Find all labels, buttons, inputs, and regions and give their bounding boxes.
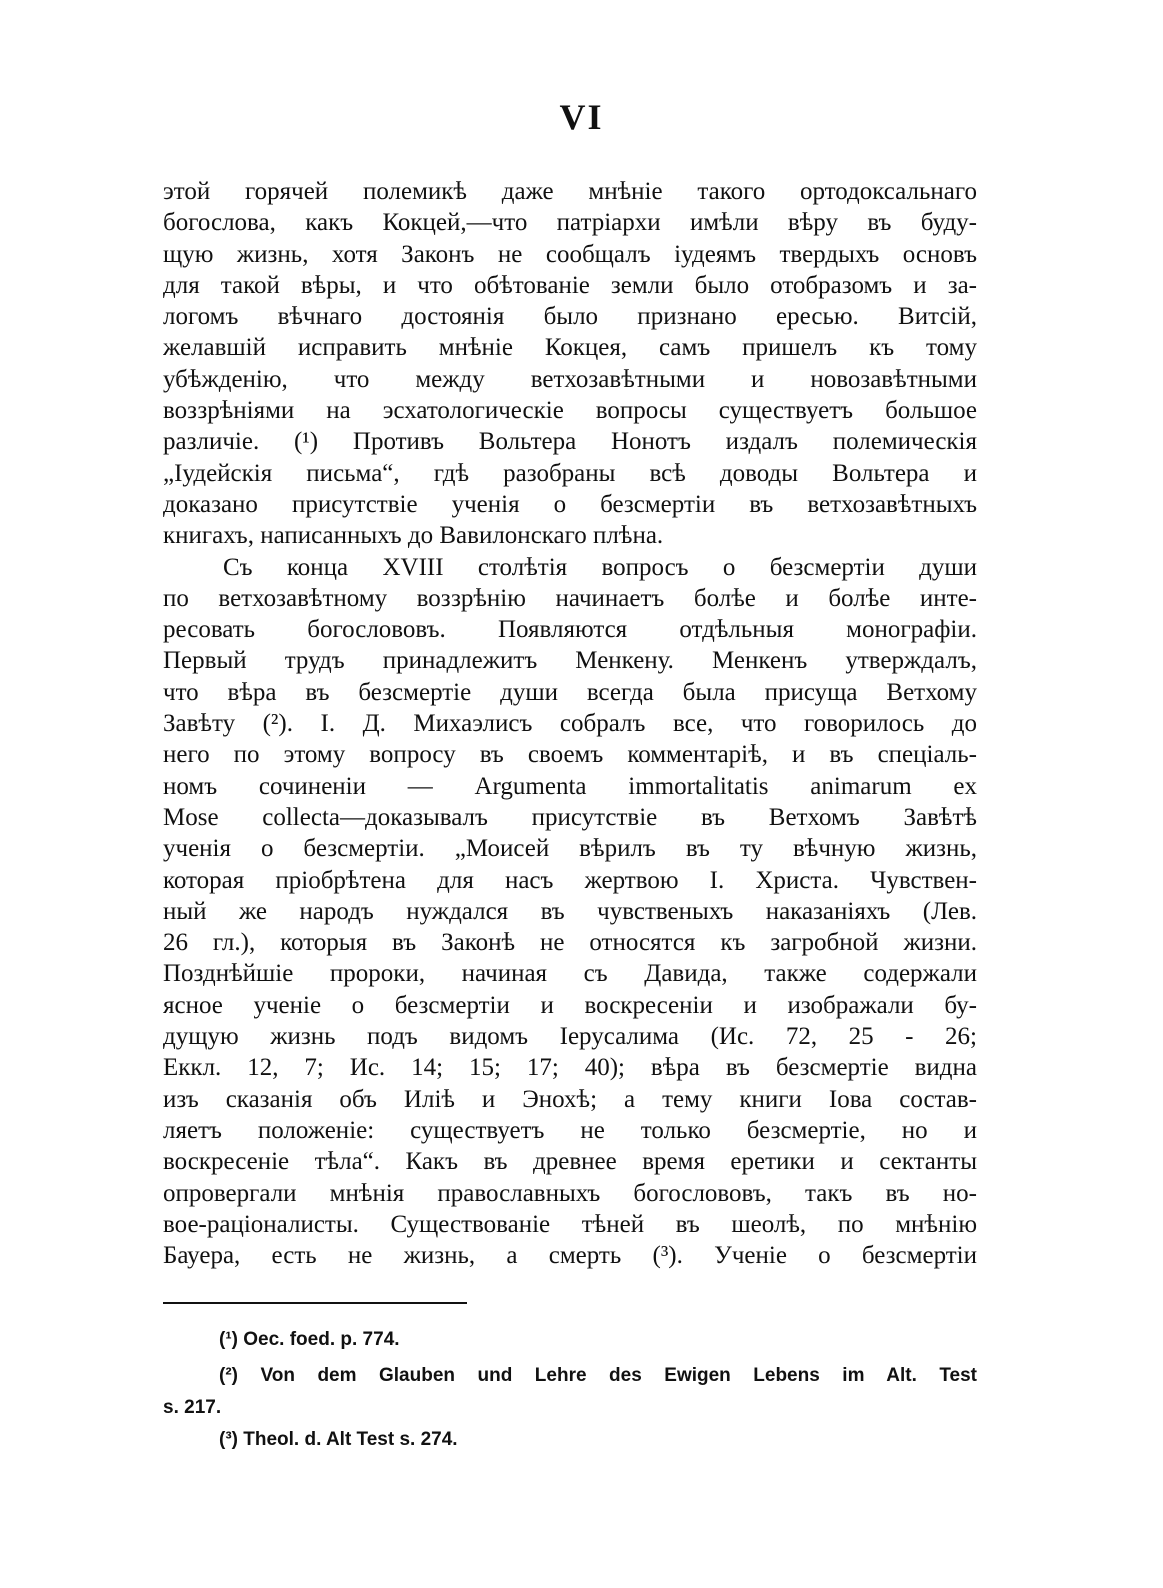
text-line: различіе. (¹) Противъ Вольтера Нонотъ издалъ полемическія [163,428,977,456]
text-line: богослова, какъ Кокцей,—что патріархи имѣли вѣру въ буду- [163,209,977,237]
text-line: для такой вѣры, и что обѣтованіе земли было отобразомъ и за- [163,271,977,299]
text-line: „Іудейскія письма“, гдѣ разобраны всѣ доводы Вольтера и [163,459,977,487]
text-line: по ветхозавѣтному воззрѣнію начинаетъ болѣе и болѣе инте- [163,584,977,612]
text-line: 26 гл.), которыя въ Законѣ не относятся къ загробной жизни. [163,929,977,957]
text-line: изъ сказанія объ Иліѣ и Энохѣ; а тему книги Іова состав- [163,1085,977,1113]
text-line: Бауера, есть не жизнь, а смерть (³). Ученіе о безсмертіи [163,1242,977,1270]
text-line: этой горячей полемикѣ даже мнѣніе такого ортодоксальнаго [163,178,977,205]
footnote-divider [163,1302,467,1304]
text-line: дущую жизнь подъ видомъ Іерусалима (Ис. 72, 25 - 26; [163,1023,977,1051]
text-line: ляетъ положеніе: существуетъ не только безсмертіе, но и [163,1116,977,1144]
page-number: VI [559,97,604,137]
footnote-3: (³) Theol. d. Alt Test s. 274. [219,1429,458,1450]
text-line: что вѣра въ безсмертіе души всегда была присуща Ветхому [163,678,977,706]
body-text [163,176,977,1271]
text-line: Завѣту (²). І. Д. Михаэлисъ собралъ все, что говорилось до [163,710,977,738]
text-line: которая пріобрѣтена для насъ жертвою І. Христа. Чувствен- [163,866,977,894]
text-line: воззрѣніями на эсхатологическіе вопросы существуетъ большое [163,397,977,425]
paragraph-end-line: книгахъ, написанныхъ до Вавилонскаго плѣна. [163,522,664,550]
text-line: номъ сочиненіи — Argumenta immortalitatis animarum ex [163,772,977,800]
text-line: доказано присутствіе ученія о безсмертіи въ ветхозавѣтныхъ [163,490,977,518]
text-line: Еккл. 12, 7; Ис. 14; 15; 17; 40); вѣра въ безсмертіе видна [163,1054,977,1082]
footnote-2: (²) Von dem Glauben und Lehre des Ewigen Lebens im Alt. Test [219,1365,977,1386]
text-line: ный же народъ нуждался въ чувственыхъ наказаніяхъ (Лев. [163,897,977,925]
text-line: щую жизнь, хотя Законъ не сообщалъ іудеямъ твердыхъ основъ [163,240,977,268]
text-line: опровергали мнѣнія православныхъ богослововъ, такъ въ но- [163,1179,977,1207]
footnotes [163,1322,977,1458]
text-line: него по этому вопросу въ своемъ комментаріѣ, и въ спеціаль- [163,741,977,769]
text-line: воскресеніе тѣла“. Какъ въ древнее время еретики и сектанты [163,1148,977,1176]
footnote-2-continuation: s. 217. [163,1397,222,1418]
text-line: ученія о безсмертіи. „Моисей вѣрилъ въ ту вѣчную жизнь, [163,835,977,863]
paragraph-start-line: Съ конца XVIII столѣтія вопросъ о безсмертіи души [223,553,977,581]
text-line: ресовать богослововъ. Появляются отдѣльныя монографіи. [163,616,977,644]
text-line: Позднѣйшіе пророки, начиная съ Давида, также содержали [163,960,977,988]
text-line: Mose collecta—доказывалъ присутствіе въ Ветхомъ Завѣтѣ [163,803,977,831]
text-line: логомъ вѣчнаго достоянія было признано ересью. Витсій, [163,303,977,331]
text-line: вое-раціоналисты. Существованіе тѣней въ шеолѣ, по мнѣнію [163,1210,977,1238]
text-line: желавшій исправить мнѣніе Кокцея, самъ пришелъ къ тому [163,334,977,362]
text-line: убѣжденію, что между ветхозавѣтными и новозавѣтными [163,365,977,393]
footnote-1: (¹) Oec. foed. p. 774. [219,1329,400,1350]
text-line: Первый трудъ принадлежитъ Менкену. Менкенъ утверждалъ, [163,647,977,675]
text-line: ясное ученіе о безсмертіи и воскресеніи и изображали бу- [163,991,977,1019]
